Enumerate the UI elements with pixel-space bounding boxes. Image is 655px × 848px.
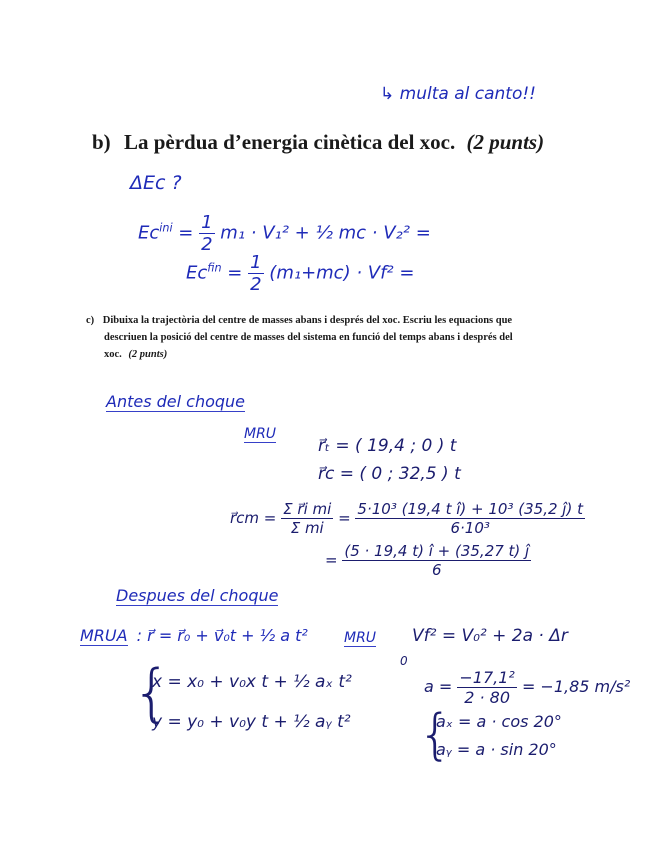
- equals-sign: =: [325, 551, 343, 569]
- mrua-line: [80, 626, 308, 645]
- mrua-label: MRUA: [80, 626, 128, 645]
- part-b-label: b): [92, 130, 111, 154]
- top-note: ↳ multa al canto!!: [380, 84, 536, 104]
- rcm-equation: [230, 500, 585, 537]
- equals-sign: =: [227, 262, 249, 284]
- result-fraction: [342, 542, 531, 579]
- half-fraction: $\frac{1}{2}$: [250, 252, 262, 295]
- ec-ini-superscript: ini: [159, 221, 173, 235]
- equals-sign: =: [338, 509, 356, 527]
- rt-equation: r⃗ₜ = ( 19,4 ; 0 ) t: [318, 436, 457, 456]
- rcm-fraction: [281, 500, 333, 537]
- a-numerator: −17,1²: [459, 668, 515, 687]
- a-fraction: [457, 668, 516, 707]
- after-heading: Despues del choque: [116, 586, 279, 605]
- delta-ec-question: ΔEc ?: [130, 172, 182, 194]
- equals-sign: =: [178, 222, 200, 244]
- ec-fin-symbol: Ec: [186, 262, 208, 284]
- acceleration-equation: [424, 668, 630, 707]
- before-mru-label: MRU: [244, 426, 277, 442]
- part-c-line2: descriuen la posició del centre de masses del sistema en funció del temps abans i després del: [104, 332, 513, 343]
- ec-final-equation: [186, 252, 414, 295]
- vector-position-equation: : r⃗ = r⃗₀ + v⃗₀t + ½ a t²: [136, 626, 308, 645]
- before-heading: Antes del choque: [106, 392, 246, 411]
- result-numerator: (5 · 19,4 t) î + (35,27 t) ĵ: [344, 542, 530, 560]
- rcm-denominator: Σ mi: [290, 519, 324, 537]
- rcm-lhs: r⃗cm =: [230, 509, 277, 527]
- part-b-title: La pèrdua d’energia cinètica del xoc.: [123, 130, 456, 154]
- half-fraction: $\frac{1}{2}$: [201, 212, 213, 255]
- vf-equation: Vf² = V₀² + 2a · Δr: [412, 626, 568, 646]
- after-mru-label: MRU: [344, 630, 377, 646]
- rcm-result: [325, 542, 531, 579]
- substituted-numerator: 5·10³ (19,4 t î) + 10³ (35,2 ĵ) t: [357, 500, 583, 518]
- part-c-line3: xoc.: [104, 349, 122, 360]
- substituted-fraction: [355, 500, 585, 537]
- vf-zero-mark: 0: [400, 654, 408, 668]
- ec-fin-rhs: (m₁+mc) · Vf² =: [269, 262, 415, 284]
- ay-equation: aᵧ = a · sin 20°: [436, 740, 557, 759]
- rc-equation: r⃗c = ( 0 ; 32,5 ) t: [318, 464, 461, 484]
- ec-ini-symbol: Ec: [138, 222, 160, 244]
- part-c-label: c): [86, 315, 95, 326]
- x-equation: x = x₀ + v₀x t + ½ aₓ t²: [152, 672, 352, 692]
- a-result: = −1,85 m/s²: [521, 677, 631, 696]
- a-denominator: 2 · 80: [464, 688, 511, 707]
- substituted-denominator: 6·10³: [450, 519, 490, 537]
- part-c-text: [86, 312, 576, 363]
- ax-equation: aₓ = a · cos 20°: [436, 712, 562, 731]
- a-lhs: a =: [424, 677, 453, 696]
- ec-ini-rhs: m₁ · V₁² + ½ mc · V₂² =: [220, 222, 431, 244]
- part-b-heading: [92, 130, 544, 155]
- y-equation: y = y₀ + v₀y t + ½ aᵧ t²: [152, 712, 351, 732]
- ec-initial-equation: [138, 212, 431, 255]
- part-c-line1: Dibuixa la trajectòria del centre de masses abans i després del xoc. Escriu les equacions que: [102, 315, 513, 326]
- rcm-numerator: Σ r⃗i mi: [283, 500, 332, 518]
- part-c-points: (2 punts): [128, 349, 168, 360]
- xy-brace: {: [132, 656, 172, 729]
- part-b-points: (2 punts): [466, 130, 545, 154]
- result-denominator: 6: [432, 561, 442, 579]
- ec-fin-superscript: fin: [207, 261, 222, 275]
- axay-brace: {: [418, 703, 453, 766]
